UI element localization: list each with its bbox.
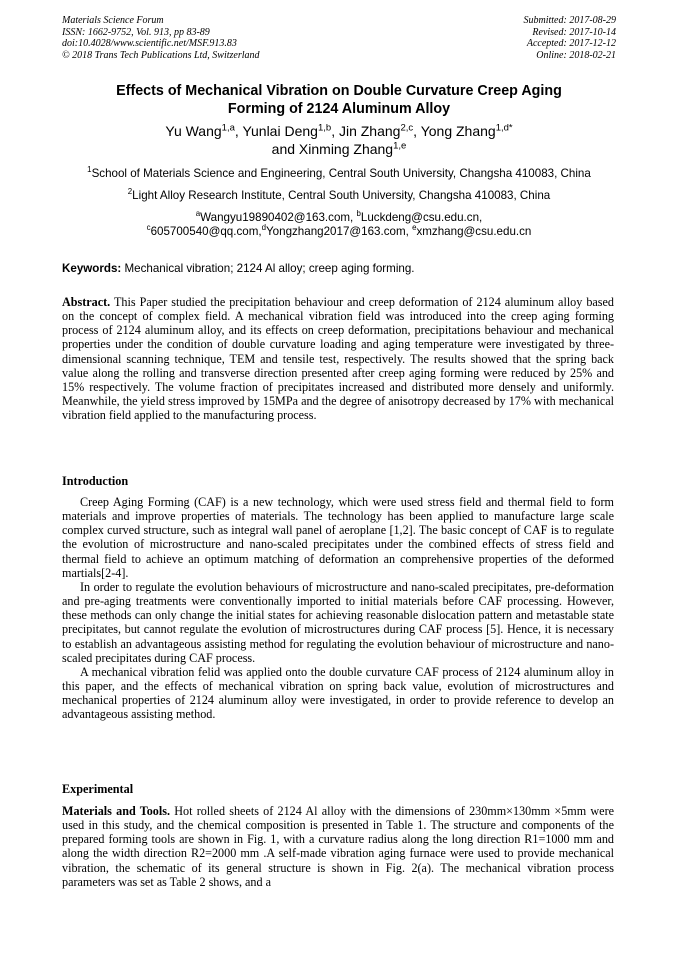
abstract-paragraph: [62, 295, 614, 422]
online-date: Online: 2018-02-21: [536, 49, 616, 61]
author-line-1: Yu Wang$^{1,a}$, Yunlai Deng$^{1,b}$, Jin Zhang$^{2,c}$, Yong Zhang$^{1,d*}$: [165, 122, 513, 139]
journal-info: [62, 15, 260, 61]
email-address: Luckdeng@csu.edu.cn,: [360, 211, 483, 224]
submission-dates: [524, 15, 617, 61]
author-name: and Xinming Zhang: [271, 141, 394, 157]
author-name: Yu Wang: [165, 123, 222, 139]
journal-name: Materials Science Forum: [62, 15, 164, 26]
experimental-body: [62, 804, 614, 889]
introduction-body: [62, 495, 614, 722]
email-line-1: $^a$Wangyu19890402@163.com, $^b$Luckdeng@csu.edu.cn,: [195, 209, 483, 224]
abstract-label: Abstract.: [62, 295, 111, 309]
email-address: xmzhang@csu.edu.cn: [416, 225, 532, 238]
affiliation-1: $^1$School of Materials Science and Engineering, Central South University, Changsha 410083, China: [87, 165, 591, 180]
abstract: [62, 295, 614, 422]
author-affil-sup: 1,e: [393, 140, 407, 152]
title-line-1: Effects of Mechanical Vibration on Double Curvature Creep Aging: [116, 83, 562, 99]
email-address: Wangyu19890402@163.com,: [200, 211, 357, 224]
author-affil-sup: 1,a: [221, 122, 235, 134]
keywords: [62, 262, 616, 276]
section-heading-introduction: Introduction: [62, 474, 129, 488]
email-line-2: $^c$605700540@qq.com,$^d$Yongzhang2017@163.com, $^e$xmzhang@csu.edu.cn: [146, 223, 532, 238]
author-affil-sup: 1,b: [317, 122, 332, 134]
author-affil-sup: 1,d*: [495, 122, 513, 134]
author-name: Jin Zhang: [338, 123, 401, 139]
introduction-paragraph-2: In order to regulate the evolution behaviours of microstructure and nano-scaled precipitates, pre-deformation and pre-aging treatments were conventionally imported to initial materials before CAF processing. However, these methods can only change the initial states for achieving reasonable dislocation pattern and metastable state precipitates, but cannot regulate the evolution of microstructures during CAF process [5]. Hence, it is necessary to establish an advantageous assisting method for regulating the evolution behaviour of microstructure and nano-scaled precipitates during CAF process.: [62, 579, 614, 665]
author-emails: [62, 211, 616, 239]
keywords-label: Keywords:: [62, 262, 122, 275]
section-heading-experimental: Experimental: [62, 782, 134, 796]
submitted-date: Submitted: 2017-08-29: [523, 15, 616, 26]
author-affil-sup: 2,c: [400, 122, 414, 134]
abstract-text: This Paper studied the precipitation behaviour and creep deformation of 2124 aluminum alloy based on the concept of complex field. A mechanical vibration field was introduced into the creep aging forming process of 2124 aluminum alloy, and its effects on creep deformation, precipitations behaviour and mechanical properties under the condition of double curvature loading and aging temperature were investigated by three-dimensional scanning technique, TEM and tensile test, respectively. The results showed that the spring back value along the rolling and transverse direction presented after creep aging forming were reduced by 25% and 15% respectively. The volume fraction of precipitates increased and distributed more densely and uniformly. Meanwhile, the yield stress improved by 15MPa and the degree of anisotropy decreased by 17% with mechanical vibration field applied to the manufacturing process.: [62, 295, 614, 423]
affiliation-2: $^2$Light Alloy Research Institute, Central South University, Changsha 410083, China: [127, 187, 551, 202]
accepted-date: Accepted: 2017-12-12: [526, 38, 616, 49]
materials-and-tools-label: Materials and Tools.: [62, 804, 170, 818]
author-name: Yunlai Deng: [242, 123, 318, 139]
author-line-2: [62, 140, 616, 158]
issn-line: ISSN: 1662-9752, Vol. 913, pp 83-89: [62, 26, 210, 38]
title-line-2: Forming of 2124 Aluminum Alloy: [227, 101, 451, 117]
experimental-text: Hot rolled sheets of 2124 Al alloy with the dimensions of 230mm×130mm ×5mm were used in this study, and the chemical composition is presented in Table 1. The structure and components of the prepared forming tools are shown in Fig. 1, with a curvature radius along the long direction R1=1000 mm and along the width direction R2=2000 mm .A self-made vibration aging furnace were used to provide mechanical vibration, the schematic of its general structure is shown in Fig. 2(a). The mechanical vibration process parameters was set as Table 2 shows, and a: [62, 804, 615, 889]
experimental-paragraph: [62, 804, 614, 889]
author-list: [62, 122, 616, 158]
doi-line: doi:10.4028/www.scientific.net/MSF.913.83: [62, 38, 237, 49]
author-name: Yong Zhang: [420, 123, 496, 139]
copyright-line: © 2018 Trans Tech Publications Ltd, Switzerland: [62, 49, 260, 61]
email-address: Yongzhang2017@163.com,: [266, 225, 413, 238]
introduction-paragraph-3: A mechanical vibration felid was applied onto the double curvature CAF process of 2124 aluminum alloy in this paper, and the effects of mechanical vibration on spring back value, evolution of microstructures and mechanical properties of 2124 aluminum alloy were investigated, in order to provide reference to develop an advantageous assisting method.: [62, 664, 614, 722]
revised-date: Revised: 2017-10-14: [532, 26, 616, 38]
keywords-text: Mechanical vibration; 2124 Al alloy; creep aging forming.: [121, 262, 415, 275]
email-address: 605700540@qq.com,: [150, 225, 262, 238]
introduction-paragraph-1: Creep Aging Forming (CAF) is a new technology, which were used stress field and thermal field to form materials and improve properties of materials. The technology has been applied to manufacture large scale complex curved structure, such as integral wall panel of aeroplane [1,2]. The basic concept of CAF is to regulate the evolution of microstructure and nano-scaled precipitates under the combined effects of stress field and thermal field to achieve an optimum matching of deformation an comprehensive properties of the deformed martials[2-4].: [62, 495, 614, 580]
paper-title: [62, 82, 616, 118]
